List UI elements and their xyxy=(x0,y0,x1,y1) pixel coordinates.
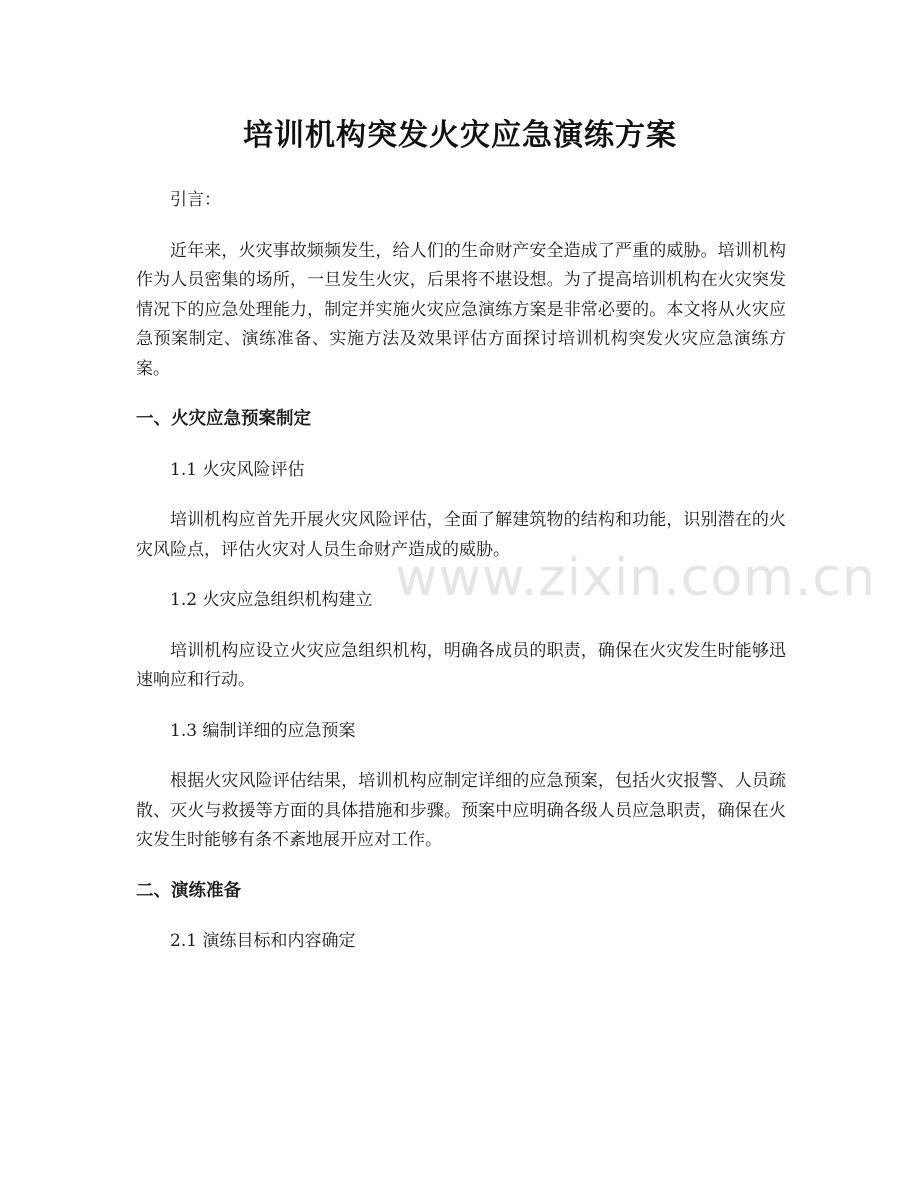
section1-sub2-title: 1.2 火灾应急组织机构建立 xyxy=(170,590,373,610)
watermark: www.zixin.com.cn xyxy=(395,548,876,608)
section2-sub1-title: 2.1 演练目标和内容确定 xyxy=(170,931,356,951)
section2-heading: 二、演练准备 xyxy=(136,880,241,901)
intro-paragraph: 近年来，火灾事故频频发生，给人们的生命财产安全造成了严重的威胁。培训机构作为人员密集的场所，一旦发生火灾，后果将不堪设想。为了提高培训机构在火灾突发情况下的应急处理能力，制定并实施火灾应急演练方案是非常必要的。本文将从火灾应急预案制定、演练准备、实施方法及效果评估方面探讨培训机构突发火灾应急演练方案。 xyxy=(136,240,786,379)
intro-label: 引言： xyxy=(170,190,221,210)
section1-sub3-title: 1.3 编制详细的应急预案 xyxy=(170,720,356,741)
section1-sub1-title: 1.1 火灾风险评估 xyxy=(170,459,305,480)
document-body xyxy=(136,186,786,978)
section1-heading: 一、火灾应急预案制定 xyxy=(136,409,311,429)
document-title: 培训机构突发火灾应急演练方案 xyxy=(243,118,677,153)
section1-sub3-text: 根据火灾风险评估结果，培训机构应制定详细的应急预案，包括火灾报警、人员疏散、灭火与救援等方面的具体措施和步骤。预案中应明确各级人员应急职责，确保在火灾发生时能够有条不紊地展开应对工作。 xyxy=(136,771,786,850)
section1-sub2-text: 培训机构应设立火灾应急组织机构，明确各成员的职责，确保在火灾发生时能够迅速响应和行动。 xyxy=(136,640,786,690)
section1-sub1-text: 培训机构应首先开展火灾风险评估，全面了解建筑物的结构和功能，识别潜在的火灾风险点，评估火灾对人员生命财产造成的威胁。 xyxy=(136,510,786,560)
